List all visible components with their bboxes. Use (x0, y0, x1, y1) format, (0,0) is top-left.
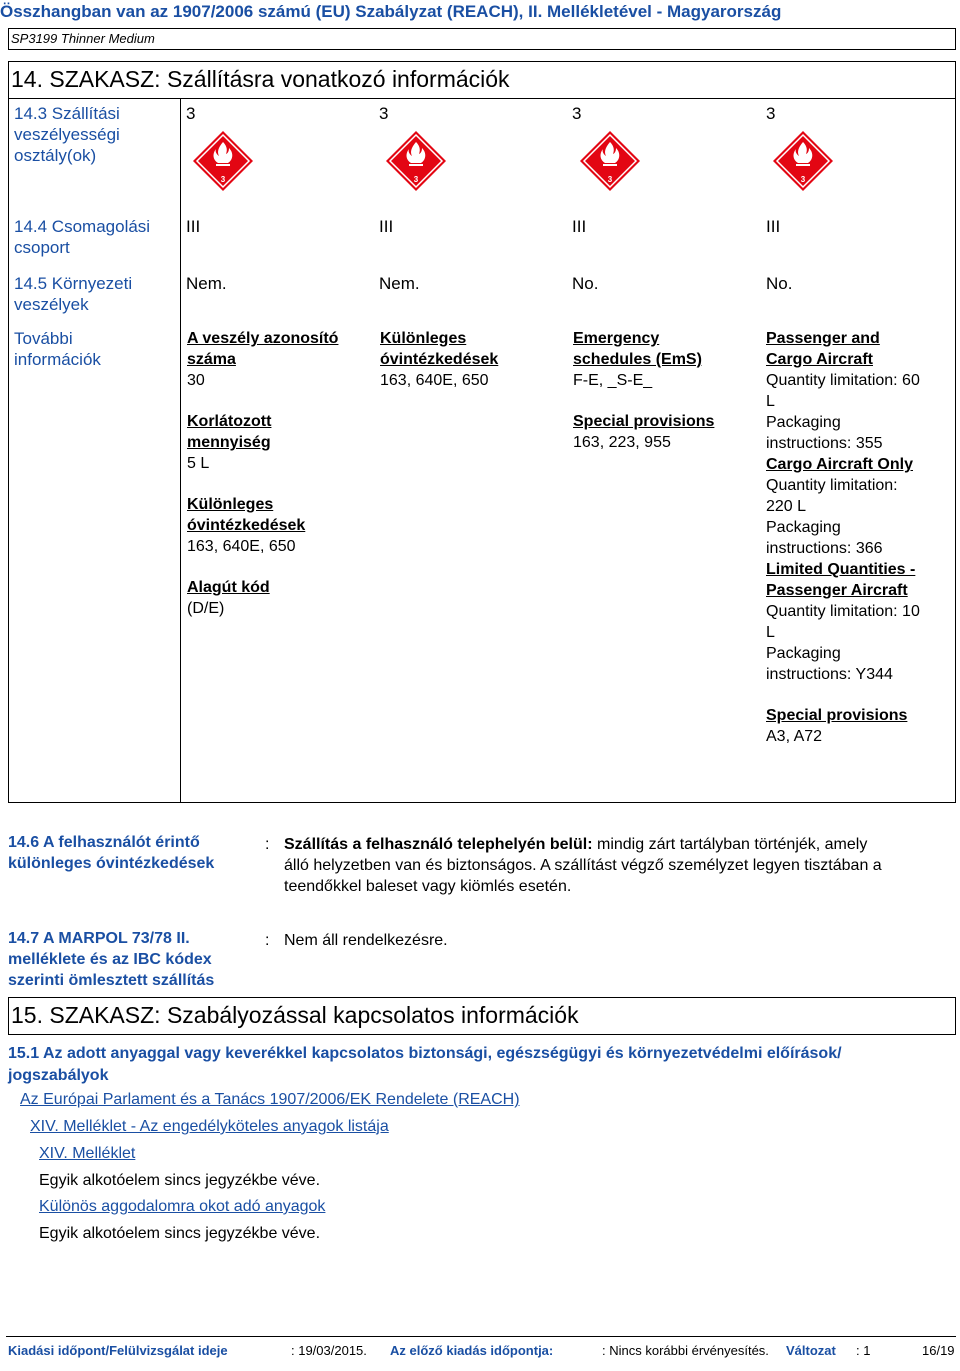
hazard-class-value: 3 (572, 104, 582, 123)
flammable-liquid-pictogram (772, 130, 834, 192)
packing-group-value: III (379, 217, 394, 236)
limited-quantities-heading: Limited Quantities - Passenger Aircraft (766, 561, 916, 599)
annex-xiv-link[interactable]: XIV. Melléklet (39, 1145, 136, 1162)
hazard-class-label-line: 14.3 Szállítási (14, 104, 120, 123)
marpol-label: 14.7 A MARPOL 73/78 II. melléklete és az IBC kódex szerinti ömlesztett szállítás (8, 930, 215, 989)
svg-text:3: 3 (607, 175, 613, 184)
annex-xiv-status: Egyik alkotóelem sincs jegyzékbe véve. (39, 1172, 321, 1189)
special-precautions-value: 163, 640E, 650 (187, 538, 296, 555)
packing-group-label-line: 14.4 Csomagolási (14, 217, 151, 236)
issue-date-label: Kiadási időpont/Felülvizsgálat ideje (8, 1343, 228, 1358)
svg-text:3: 3 (800, 175, 806, 184)
previous-issue-label: Az előző kiadás időpontja: (390, 1343, 554, 1358)
section-15-title: 15. SZAKASZ: Szabályozással kapcsolatos információk (11, 1002, 579, 1028)
user-precautions-colon: : (265, 836, 270, 853)
svg-text:3: 3 (220, 175, 226, 184)
additional-col-3 (573, 328, 758, 453)
reach-regulation-link[interactable]: Az Európai Parlament és a Tanács 1907/2006/EK Rendelete (REACH) (20, 1091, 520, 1108)
packing-group-label (14, 216, 150, 258)
passenger-cargo-value: Quantity limitation: 60 L Packaging instructions: 355 (766, 372, 920, 452)
hazard-class-value: 3 (766, 104, 776, 123)
hazard-class-value: 3 (186, 104, 196, 123)
section-14-title: 14. SZAKASZ: Szállításra vonatkozó információk (11, 66, 510, 92)
packing-group-label-line: csoport (14, 238, 70, 257)
hazard-class-label (14, 103, 120, 166)
document-header-title: Összhangban van az 1907/2006 számú (EU) Szabályzat (REACH), II. Mellékletével - Magyarország (0, 2, 782, 21)
user-precautions-text: Szállítás a felhasználó telephelyén belül: mindig zárt tartályban történjék, amely álló helyzetben van és biztonságos. A szállítást végző személyzet legyen tisztában a teendőkkel baleset vagy kiömlés esetén. (284, 836, 882, 895)
section-14-heading (8, 61, 956, 99)
environmental-label-line: 14.5 Környezeti (14, 274, 133, 293)
additional-info-label-line: információk (14, 350, 101, 369)
environmental-label (14, 273, 132, 315)
ems-heading: Emergency schedules (EmS) (573, 330, 702, 368)
version-label: Változat (786, 1343, 836, 1358)
passenger-cargo-heading: Passenger and Cargo Aircraft (766, 330, 880, 368)
limited-quantity-heading: Korlátozott mennyiség (187, 413, 272, 451)
environmental-label-line: veszélyek (14, 295, 89, 314)
user-precautions-label: 14.6 A felhasználót érintő különleges óvintézkedések (8, 834, 215, 872)
packing-group-value: III (572, 217, 587, 236)
product-name-box: SP3199 Thinner Medium (8, 28, 956, 50)
additional-info-label (14, 328, 101, 370)
cargo-only-heading: Cargo Aircraft Only (766, 456, 913, 473)
version-value: : 1 (856, 1343, 871, 1358)
cargo-only-value: Quantity limitation: 220 L Packaging instructions: 366 (766, 477, 898, 557)
svg-text:3: 3 (413, 175, 419, 184)
additional-col-4 (766, 328, 954, 747)
limited-quantities-value: Quantity limitation: 10 L Packaging instructions: Y344 (766, 603, 920, 683)
flammable-liquid-pictogram (385, 130, 447, 192)
packing-group-value: III (186, 217, 201, 236)
flammable-liquid-pictogram (579, 130, 641, 192)
environmental-value: Nem. (379, 274, 420, 293)
section-15-1-subheading: 15.1 Az adott anyaggal vagy keverékkel kapcsolatos biztonsági, egészségügyi és környezetvédelmi előírások/ jogszabályok (8, 1045, 842, 1084)
flammable-liquid-pictogram (192, 130, 254, 192)
additional-info-label-line: További (14, 329, 73, 348)
environmental-value: No. (766, 274, 793, 293)
additional-col-2 (380, 328, 565, 391)
previous-issue-value: : Nincs korábbi érvényesítés. (602, 1343, 769, 1358)
section-15-heading (8, 997, 956, 1035)
environmental-value: Nem. (186, 274, 227, 293)
tunnel-code-value: (D/E) (187, 600, 225, 617)
special-precautions-value: 163, 640E, 650 (380, 372, 489, 389)
marpol-value: Nem áll rendelkezésre. (284, 932, 448, 949)
special-precautions-heading: Különleges óvintézkedések (187, 496, 306, 534)
packing-group-value: III (766, 217, 781, 236)
marpol-colon: : (265, 932, 270, 949)
special-provisions-heading: Special provisions (573, 413, 715, 430)
special-provisions-value: 163, 223, 955 (573, 434, 671, 451)
tunnel-code-heading: Alagút kód (187, 579, 270, 596)
ems-value: F-E, _S-E_ (573, 372, 653, 389)
hazard-class-value: 3 (379, 104, 389, 123)
transport-table (8, 98, 956, 803)
svhc-status: Egyik alkotóelem sincs jegyzékbe véve. (39, 1225, 321, 1242)
svhc-link[interactable]: Különös aggodalomra okot adó anyagok (39, 1198, 326, 1215)
special-provisions-value: A3, A72 (766, 728, 823, 745)
annex-xiv-list-link[interactable]: XIV. Melléklet - Az engedélyköteles anyagok listája (30, 1118, 389, 1135)
hazard-id-value: 30 (187, 372, 205, 389)
hazard-class-label-line: veszélyességi (14, 125, 120, 144)
page-footer (6, 1336, 956, 1367)
limited-quantity-value: 5 L (187, 455, 210, 472)
hazard-id-heading: A veszély azonosító száma (187, 330, 339, 368)
special-precautions-heading: Különleges óvintézkedések (380, 330, 499, 368)
table-divider (180, 99, 181, 802)
additional-col-1 (187, 328, 372, 619)
hazard-class-label-line: osztály(ok) (14, 146, 97, 165)
special-provisions-heading: Special provisions (766, 707, 908, 724)
page-number: 16/19 (922, 1343, 955, 1358)
issue-date-value: : 19/03/2015. (291, 1343, 367, 1358)
environmental-value: No. (572, 274, 599, 293)
